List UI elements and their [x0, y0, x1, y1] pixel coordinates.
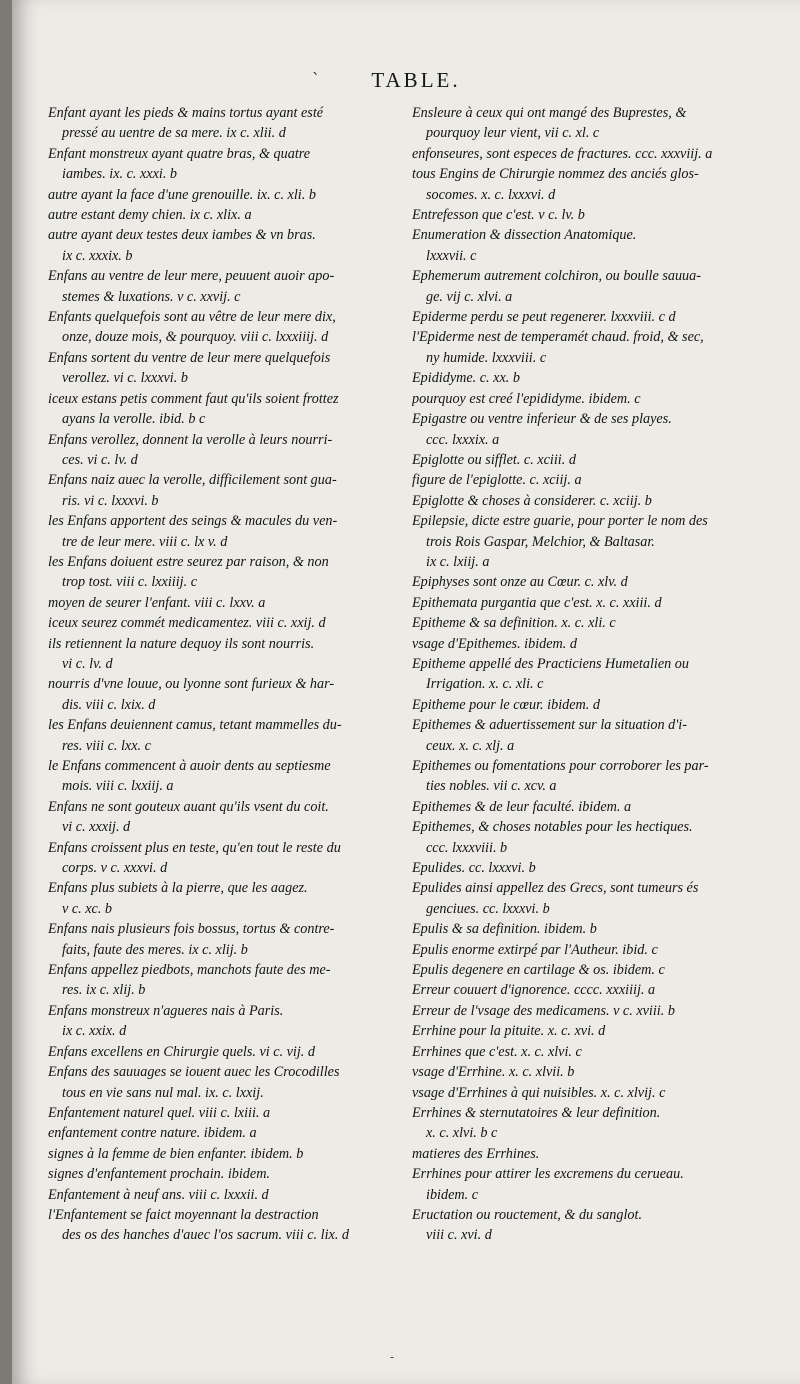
page-title: TABLE. — [371, 68, 461, 92]
entry-text: Enfans monstreux n'agueres nais à Paris. — [48, 1002, 284, 1019]
entry-text: enfonseures, sont especes de fractures. ccc. xxxviij. a — [412, 145, 713, 162]
entry-text: Epigastre ou ventre inferieur & de ses playes. — [412, 411, 672, 428]
index-entry — [48, 634, 424, 675]
entry-continuation: pressé au uentre de sa mere. ix c. xlii. d — [62, 125, 286, 142]
entry-text: Epulis & sa definition. ibidem. b — [412, 921, 597, 938]
entry-continuation: ces. vi c. lv. d — [62, 451, 138, 468]
entry-text: matieres des Errhines. — [412, 1145, 540, 1162]
entry-text: Erreur couuert d'ignorence. cccc. xxxiiij. a — [412, 982, 656, 999]
index-entry — [412, 613, 782, 633]
index-entry — [412, 797, 782, 817]
index-entry — [48, 470, 424, 511]
index-entry — [48, 430, 424, 471]
entry-text: Epithemata purgantia que c'est. x. c. xxiii. d — [412, 594, 662, 611]
entry-text: figure de l'epiglotte. c. xciij. a — [412, 472, 582, 489]
entry-continuation: verollez. vi c. lxxxvi. b — [62, 370, 188, 387]
index-entry — [48, 1185, 424, 1205]
index-entry — [412, 593, 782, 613]
entry-text: vsage d'Errhine. x. c. xlvii. b — [412, 1064, 575, 1081]
entry-text: vsage d'Errhines à qui nuisibles. x. c. xlvij. c — [412, 1084, 666, 1101]
index-entry — [412, 1042, 782, 1062]
index-entry — [412, 1062, 782, 1082]
entry-continuation: res. ix c. xlij. b — [62, 982, 146, 999]
entry-continuation: corps. v c. xxxvi. d — [62, 860, 168, 877]
entry-text: Epididyme. c. xx. b — [412, 370, 520, 387]
entry-continuation: ny humide. lxxxviii. c — [426, 349, 547, 366]
index-entry — [412, 450, 782, 470]
entry-continuation: ccc. lxxxix. a — [426, 431, 500, 448]
index-entry — [412, 307, 782, 327]
entry-text: nourris d'vne louue, ou lyonne sont furieux & har- — [48, 676, 335, 693]
index-entry — [412, 940, 782, 960]
entry-text: Epitheme pour le cœur. ibidem. d — [412, 696, 600, 713]
entry-text: Enfans verollez, donnent la verolle à leurs nourri- — [48, 431, 333, 448]
entry-text: le Enfans commencent à auoir dents au septiesme — [48, 758, 331, 774]
entry-text: moyen de seurer l'enfant. viii c. lxxv. a — [48, 594, 266, 611]
index-entry — [412, 634, 782, 654]
entry-text: autre ayant la face d'une grenouille. ix. c. xli. b — [48, 186, 316, 203]
entry-text: l'Epiderme nest de temperamét chaud. froid, & sec, — [412, 329, 704, 346]
index-entry — [48, 878, 424, 919]
index-entry — [48, 552, 424, 593]
entry-text: Epulides ainsi appellez des Grecs, sont tumeurs és — [412, 880, 699, 897]
entry-text: Errhines & sternutatoires & leur definition. — [412, 1104, 661, 1121]
entry-text: Epulides. cc. lxxxvi. b — [412, 860, 536, 877]
entry-text: Enumeration & dissection Anatomique. — [412, 227, 637, 244]
index-entry — [48, 1144, 424, 1164]
index-entry — [48, 103, 424, 144]
index-entry — [412, 878, 782, 919]
entry-text: l'Enfantement se faict moyennant la destraction — [48, 1206, 319, 1223]
entry-text: signes à la femme de bien enfanter. ibidem. b — [48, 1145, 304, 1162]
index-entry — [48, 919, 424, 960]
index-entry — [48, 1103, 424, 1123]
entry-text: Enfans des sauuages se iouent auec les Crocodilles — [48, 1064, 340, 1081]
index-entry — [48, 144, 424, 185]
entry-text: Enfans naiz auec la verolle, difficilement sont gua- — [48, 472, 337, 489]
entry-continuation: lxxxvii. c — [426, 247, 477, 264]
entry-text: Epitheme appellé des Practiciens Humetalien ou — [412, 655, 689, 672]
entry-continuation: stemes & luxations. v c. xxvij. c — [62, 288, 241, 305]
entry-text: Epulis enorme extirpé par l'Autheur. ibid. c — [412, 941, 658, 958]
entry-text: Enfans au ventre de leur mere, peuuent auoir apo- — [48, 268, 335, 285]
entry-continuation: vi c. xxxij. d — [62, 819, 131, 836]
entry-continuation: ris. vi c. lxxxvi. b — [62, 492, 159, 509]
entry-continuation: socomes. x. c. lxxxvi. d — [426, 186, 556, 203]
entry-text: Enfans appellez piedbots, manchots faute des me- — [48, 962, 331, 979]
index-entry — [48, 511, 424, 552]
index-entry — [412, 470, 782, 490]
entry-text: Enfant ayant les pieds & mains tortus ayant esté — [48, 105, 324, 121]
index-entry — [48, 756, 424, 797]
entry-text: Enfantement à neuf ans. viii c. lxxxii. d — [48, 1186, 269, 1203]
index-entry — [412, 1021, 782, 1041]
index-entry — [48, 838, 424, 879]
index-entry — [412, 1144, 782, 1164]
entry-text: Epilepsie, dicte estre guarie, pour porter le nom des — [412, 513, 708, 530]
index-entry — [48, 307, 424, 348]
index-entry — [412, 389, 782, 409]
index-entry — [48, 225, 424, 266]
entry-continuation: ceux. x. c. xlj. a — [426, 737, 515, 754]
entry-text: Epithemes, & choses notables pour les hectiques. — [412, 819, 693, 836]
entry-continuation: ayans la verolle. ibid. b c — [62, 411, 206, 428]
entry-text: Epiglotte ou sifflet. c. xciii. d — [412, 451, 576, 468]
index-entry — [412, 715, 782, 756]
index-entry — [412, 654, 782, 695]
index-column-left — [48, 103, 424, 1246]
entry-text: Erreur de l'vsage des medicamens. v c. xviii. b — [412, 1002, 675, 1019]
entry-continuation: onze, douze mois, & pourquoy. viii c. lxxxiiij. d — [62, 329, 329, 346]
index-entry — [412, 164, 782, 205]
entry-text: vsage d'Epithemes. ibidem. d — [412, 635, 577, 652]
entry-text: ils retiennent la nature dequoy ils sont nourris. — [48, 635, 315, 652]
index-entry — [412, 1083, 782, 1103]
entry-continuation: res. viii c. lxx. c — [62, 737, 151, 754]
entry-text: iceux seurez commét medicamentez. viii c. xxij. d — [48, 615, 326, 632]
entry-text: tous Engins de Chirurgie nommez des anciés glos- — [412, 166, 699, 183]
entry-continuation: trop tost. viii c. lxxiiij. c — [62, 574, 198, 591]
entry-text: Eructation ou rouctement, & du sanglot. — [412, 1206, 642, 1223]
entry-continuation: Irrigation. x. c. xli. c — [426, 676, 544, 693]
index-entry — [412, 756, 782, 797]
entry-text: Entrefesson que c'est. v c. lv. b — [412, 207, 585, 224]
entry-continuation: genciues. cc. lxxxvi. b — [426, 900, 550, 917]
index-entry — [412, 572, 782, 592]
entry-continuation: mois. viii c. lxxiij. a — [62, 778, 174, 795]
entry-text: Ephemerum autrement colchiron, ou boulle sauua- — [412, 268, 701, 285]
index-entry — [412, 960, 782, 980]
index-entry — [48, 593, 424, 613]
index-entry — [412, 817, 782, 858]
index-entry — [412, 695, 782, 715]
entry-text: Errhines pour attirer les excremens du cerueau. — [412, 1166, 684, 1183]
entry-continuation: tre de leur mere. viii c. lx v. d — [62, 533, 228, 550]
entry-continuation: ix c. xxxix. b — [62, 247, 133, 264]
index-entry — [412, 491, 782, 511]
index-entry — [412, 511, 782, 572]
folio-mark: - — [390, 1350, 395, 1364]
entry-continuation: x. c. xlvi. b c — [426, 1125, 498, 1142]
index-entry — [48, 1205, 424, 1246]
index-entry — [48, 1123, 424, 1143]
entry-text: autre estant demy chien. ix c. xlix. a — [48, 207, 252, 224]
entry-continuation: des os des hanches d'auec l'os sacrum. viii c. lix. d — [62, 1227, 350, 1244]
entry-text: Enfans excellens en Chirurgie quels. vi c. vij. d — [48, 1043, 315, 1060]
index-entry — [48, 1042, 424, 1062]
index-entry — [412, 1205, 782, 1246]
entry-text: enfantement contre nature. ibidem. a — [48, 1125, 257, 1142]
entry-text: iceux estans petis comment faut qu'ils soient frottez — [48, 390, 339, 407]
entry-continuation: ibidem. c — [426, 1186, 479, 1203]
entry-text: les Enfans deuiennent camus, tetant mammelles du- — [48, 717, 342, 734]
index-entry — [412, 409, 782, 450]
entry-continuation: ix c. xxix. d — [62, 1023, 127, 1040]
entry-continuation: ties nobles. vii c. xcv. a — [426, 778, 557, 795]
index-entry — [412, 919, 782, 939]
entry-text: Enfant monstreux ayant quatre bras, & quatre — [48, 145, 311, 162]
index-column-right — [412, 103, 782, 1246]
index-entry — [412, 205, 782, 225]
entry-text: Epulis degenere en cartilage & os. ibidem. c — [412, 962, 665, 979]
entry-text: Enfans croissent plus en teste, qu'en tout le reste du — [48, 839, 341, 856]
entry-continuation: tous en vie sans nul mal. ix. c. lxxij. — [62, 1084, 264, 1101]
index-entry — [48, 1062, 424, 1103]
entry-text: Enfans ne sont gouteux auant qu'ils vsent du coit. — [48, 798, 329, 815]
entry-text: les Enfans apportent des seings & macules du ven- — [48, 513, 338, 530]
entry-continuation: vi c. lv. d — [62, 655, 113, 672]
entry-text: Enfants quelquefois sont au vêtre de leur mere dix, — [48, 309, 336, 326]
book-page — [12, 0, 800, 1384]
entry-text: Errhine pour la pituite. x. c. xvi. d — [412, 1023, 606, 1040]
index-entry — [48, 797, 424, 838]
entry-continuation: pourquoy leur vient, vii c. xl. c — [426, 125, 600, 142]
index-entry — [412, 225, 782, 266]
entry-text: pourquoy est creé l'epididyme. ibidem. c — [412, 390, 641, 407]
entry-continuation: dis. viii c. lxix. d — [62, 696, 156, 713]
index-entry — [48, 613, 424, 633]
index-entry — [412, 144, 782, 164]
entry-text: Ensleure à ceux qui ont mangé des Buprestes, & — [412, 105, 687, 121]
entry-text: Enfantement naturel quel. viii c. lxiii. a — [48, 1104, 271, 1121]
entry-continuation: iambes. ix. c. xxxi. b — [62, 166, 178, 183]
index-entry — [412, 858, 782, 878]
index-entry — [48, 205, 424, 225]
entry-text: Epiglotte & choses à considerer. c. xciij. b — [412, 492, 652, 509]
index-entry — [412, 327, 782, 368]
header-mark: ` — [312, 70, 320, 89]
entry-text: Epitheme & sa definition. x. c. xli. c — [412, 615, 616, 632]
page-header — [12, 68, 800, 96]
index-entry — [412, 368, 782, 388]
entry-text: Epiphyses sont onze au Cœur. c. xlv. d — [412, 574, 628, 591]
index-entry — [48, 185, 424, 205]
index-entry — [48, 348, 424, 389]
entry-text: Epiderme perdu se peut regenerer. lxxxviii. c d — [412, 309, 676, 326]
entry-continuation: viii c. xvi. d — [426, 1227, 492, 1244]
entry-text: les Enfans doiuent estre seurez par raison, & non — [48, 553, 329, 570]
index-entry — [412, 1164, 782, 1205]
index-entry — [412, 1103, 782, 1144]
index-entry — [48, 674, 424, 715]
entry-text: autre ayant deux testes deux iambes & vn bras. — [48, 227, 316, 244]
index-entry — [48, 960, 424, 1001]
entry-continuation: ix c. lxiij. a — [426, 553, 490, 570]
index-entry — [48, 266, 424, 307]
entry-text: signes d'enfantement prochain. ibidem. — [48, 1166, 270, 1183]
entry-text: Enfans plus subiets à la pierre, que les aagez. — [48, 880, 308, 897]
index-entry — [412, 980, 782, 1000]
index-entry — [412, 103, 782, 144]
entry-text: Epithemes & de leur faculté. ibidem. a — [412, 798, 632, 815]
entry-text: Errhines que c'est. x. c. xlvi. c — [412, 1043, 582, 1060]
entry-text: Enfans sortent du ventre de leur mere quelquefois — [48, 349, 331, 366]
entry-text: Enfans nais plusieurs fois bossus, tortus & contre- — [48, 921, 335, 938]
entry-continuation: ge. vij c. xlvi. a — [426, 288, 513, 305]
index-entry — [412, 266, 782, 307]
entry-continuation: ccc. lxxxviii. b — [426, 839, 508, 856]
index-entry — [48, 1001, 424, 1042]
entry-continuation: v c. xc. b — [62, 900, 113, 917]
index-entry — [48, 389, 424, 430]
entry-continuation: trois Rois Gaspar, Melchior, & Baltasar. — [426, 533, 655, 550]
entry-continuation: faits, faute des meres. ix c. xlij. b — [62, 941, 248, 958]
index-entry — [48, 1164, 424, 1184]
index-entry — [412, 1001, 782, 1021]
entry-text: Epithemes & aduertissement sur la situation d'i- — [412, 717, 687, 734]
entry-text: Epithemes ou fomentations pour corroborer les par- — [412, 758, 709, 774]
index-entry — [48, 715, 424, 756]
